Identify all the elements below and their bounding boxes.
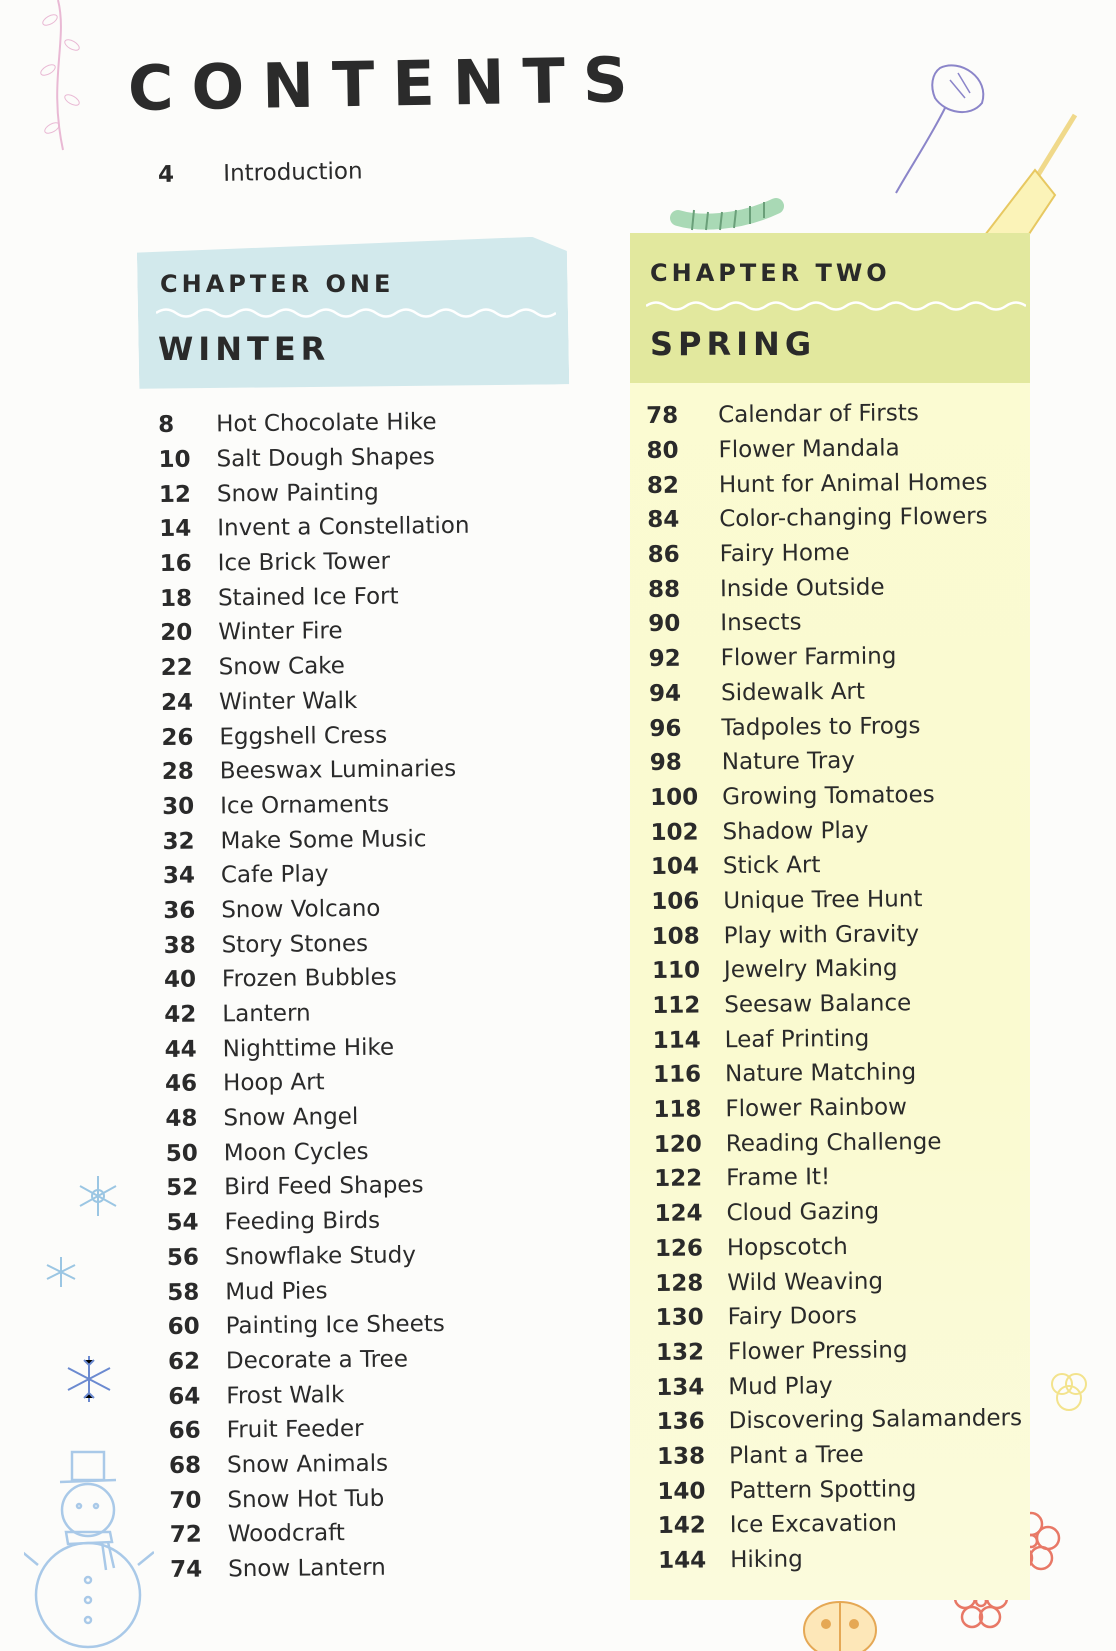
toc-entry[interactable] [658, 1540, 1024, 1579]
toc-page-number: 52 [166, 1175, 199, 1202]
toc-entry-title: Ice Brick Tower [217, 548, 391, 577]
toc-page-number: 138 [656, 1443, 706, 1470]
toc-entry[interactable] [646, 395, 1012, 434]
toc-entry[interactable] [651, 915, 1017, 954]
toc-entry[interactable] [653, 1089, 1019, 1128]
toc-entry[interactable] [170, 1515, 481, 1553]
wave-divider [156, 306, 556, 320]
toc-page-number: 8 [158, 412, 175, 439]
toc-page-number: 50 [165, 1140, 198, 1167]
toc-entry[interactable] [652, 985, 1018, 1024]
toc-entry[interactable] [162, 786, 473, 824]
toc-page-number: 144 [658, 1547, 707, 1574]
toc-page-number: 20 [160, 620, 193, 647]
toc-entry-title: Snow Painting [216, 479, 379, 508]
toc-entry[interactable] [161, 682, 472, 720]
toc-entry[interactable] [647, 465, 1013, 504]
toc-entry-title: Jewelry Making [723, 955, 898, 984]
toc-entry-title: Shadow Play [722, 817, 869, 845]
toc-entry[interactable] [162, 752, 473, 790]
toc-entry[interactable] [166, 1133, 477, 1171]
toc-page-number: 132 [655, 1339, 705, 1366]
toc-entry-title: Nature Tray [721, 748, 856, 776]
toc-page-number: 72 [169, 1521, 202, 1549]
toc-entry-title: Stained Ice Fort [217, 583, 399, 612]
toc-page-number: 22 [160, 654, 193, 682]
toc-entry-title: Cafe Play [220, 861, 329, 889]
toc-entry[interactable] [648, 569, 1014, 608]
toc-entry[interactable] [167, 1307, 478, 1345]
toc-entry[interactable] [655, 1228, 1021, 1267]
toc-page-number: 90 [648, 611, 681, 638]
toc-entry[interactable] [166, 1168, 477, 1206]
toc-entry-title: Flower Pressing [727, 1337, 908, 1366]
toc-entry[interactable] [652, 950, 1018, 989]
toc-entry[interactable] [161, 717, 472, 755]
toc-page-number: 110 [651, 957, 701, 985]
toc-entry-title: Snow Hot Tub [227, 1485, 385, 1513]
toc-entry-title: Eggshell Cress [219, 722, 388, 750]
toc-entry-title: Plant a Tree [728, 1441, 864, 1470]
toc-entry-title: Invent a Constellation [217, 513, 470, 542]
snowflake-icon [44, 1255, 78, 1289]
toc-entry-title: Snow Angel [223, 1104, 359, 1132]
toc-entry[interactable] [649, 673, 1015, 712]
toc-entry-title: Seesaw Balance [724, 990, 912, 1019]
toc-page-number: 62 [167, 1348, 201, 1375]
toc-entry[interactable] [647, 499, 1013, 538]
toc-page-number: 96 [649, 715, 682, 742]
toc-entry[interactable] [159, 509, 470, 547]
toc-entry-title: Painting Ice Sheets [225, 1311, 445, 1340]
toc-entry-title: Snowflake Study [224, 1242, 417, 1271]
toc-entry[interactable] [168, 1376, 479, 1414]
toc-page-number: 32 [162, 828, 195, 855]
toc-entry-title: Fairy Home [719, 539, 850, 568]
toc-entry[interactable] [650, 777, 1016, 816]
caterpillar-icon [668, 188, 788, 236]
toc-page-number: 60 [167, 1313, 200, 1341]
intro-title: Introduction [223, 158, 363, 187]
toc-entry[interactable] [160, 613, 471, 651]
toc-entry[interactable] [649, 707, 1015, 746]
toc-entry[interactable] [656, 1332, 1022, 1371]
toc-entry[interactable] [160, 578, 471, 616]
toc-page-number: 106 [651, 888, 700, 915]
toc-entry-title: Sidewalk Art [720, 678, 866, 707]
intro-entry[interactable] [158, 158, 363, 188]
toc-entry[interactable] [656, 1366, 1022, 1405]
toc-page-number: 10 [158, 446, 191, 474]
toc-entry[interactable] [657, 1436, 1023, 1475]
toc-entry-title: Nighttime Hike [222, 1034, 395, 1063]
toc-entry-title: Stick Art [722, 852, 821, 880]
toc-entry-title: Reading Challenge [725, 1128, 942, 1157]
toc-entry[interactable] [162, 821, 473, 859]
toc-entry-title: Hopscotch [726, 1233, 848, 1262]
toc-entry[interactable] [654, 1158, 1020, 1197]
toc-entry-title: Growing Tomatoes [722, 781, 935, 811]
toc-page-number: 128 [655, 1269, 704, 1297]
toc-entry[interactable] [647, 534, 1013, 573]
toc-page-number: 98 [649, 749, 682, 777]
toc-entry[interactable] [654, 1193, 1020, 1232]
toc-page-number: 104 [650, 853, 700, 881]
toc-page-number: 12 [158, 481, 192, 508]
toc-entry-title: Frozen Bubbles [221, 964, 397, 993]
toc-page-number: 48 [165, 1105, 198, 1133]
toc-entry[interactable] [167, 1237, 478, 1275]
toc-entry[interactable] [164, 960, 475, 998]
toc-page-number: 108 [651, 923, 700, 950]
branch-icon [28, 0, 88, 160]
toc-entry-title: Hiking [730, 1546, 803, 1574]
wave-divider [646, 299, 1026, 313]
toc-entry-title: Pattern Spotting [729, 1475, 917, 1504]
chapter-two-label: CHAPTER TWO [650, 259, 891, 287]
toc-page-number: 118 [653, 1096, 702, 1124]
toc-entry-title: Beeswax Luminaries [219, 756, 457, 785]
toc-entry-title: Salt Dough Shapes [216, 444, 435, 473]
toc-entry-title: Snow Volcano [221, 895, 381, 924]
toc-entry[interactable] [655, 1297, 1021, 1336]
toc-entry-title: Hunt for Animal Homes [718, 469, 988, 498]
toc-page-number: 120 [653, 1131, 702, 1158]
toc-page-number: 64 [168, 1383, 201, 1410]
toc-entry[interactable] [159, 543, 470, 581]
toc-entry-title: Discovering Salamanders [728, 1405, 1023, 1435]
chapter-one-entries [158, 405, 481, 1588]
toc-entry-title: Fruit Feeder [226, 1416, 364, 1444]
toc-entry[interactable] [651, 881, 1017, 920]
toc-entry[interactable] [163, 856, 474, 894]
toc-page-number: 26 [161, 724, 194, 751]
toc-entry-title: Mud Pies [225, 1277, 328, 1305]
chapter-two-entries [646, 395, 1024, 1578]
toc-entry[interactable] [163, 925, 474, 963]
toc-entry-title: Woodcraft [227, 1520, 345, 1548]
toc-page-number: 88 [647, 576, 681, 603]
toc-page-number: 54 [166, 1209, 199, 1237]
toc-entry-title: Inside Outside [719, 574, 885, 603]
toc-page-number: 74 [170, 1556, 203, 1583]
toc-page-number: 78 [646, 403, 679, 430]
toc-page-number: 30 [162, 793, 195, 820]
toc-entry-title: Calendar of Firsts [718, 400, 919, 429]
toc-page-number: 80 [646, 437, 679, 465]
toc-page-number: 28 [161, 758, 194, 786]
toc-page-number: 66 [168, 1417, 201, 1445]
toc-entry-title: Winter Fire [218, 618, 343, 646]
toc-page-number: 24 [160, 689, 194, 716]
toc-entry-title: Bird Feed Shapes [224, 1172, 424, 1201]
toc-entry[interactable] [159, 474, 470, 512]
toc-page-number: 136 [656, 1408, 705, 1436]
toc-entry[interactable] [653, 1020, 1019, 1059]
toc-page-number: 16 [159, 550, 192, 578]
toc-page-number: 56 [166, 1244, 200, 1271]
toc-entry-title: Fairy Doors [727, 1303, 858, 1331]
toc-entry[interactable] [648, 603, 1014, 642]
toc-entry-title: Make Some Music [220, 825, 427, 854]
page-title: CONTENTS [127, 42, 647, 125]
toc-entry[interactable] [165, 1098, 476, 1136]
toc-entry-title: Frame It! [726, 1164, 831, 1192]
toc-entry-title: Lantern [222, 1000, 311, 1028]
toc-page-number: 124 [654, 1200, 703, 1228]
toc-entry-title: Snow Lantern [228, 1554, 386, 1583]
toc-entry-title: Wild Weaving [727, 1268, 884, 1296]
toc-entry[interactable] [169, 1480, 480, 1518]
chapter-one-title: WINTER [158, 330, 331, 368]
toc-page-number: 102 [650, 819, 699, 846]
toc-page-number: 116 [652, 1061, 702, 1089]
toc-entry[interactable] [653, 1054, 1019, 1093]
toc-entry[interactable] [658, 1505, 1024, 1544]
toc-page-number: 36 [163, 897, 196, 924]
snowflake-icon [76, 1174, 120, 1218]
toc-entry-title: Hot Chocolate Hike [216, 409, 437, 438]
toc-page-number: 34 [162, 862, 196, 890]
toc-entry[interactable] [169, 1445, 480, 1483]
toc-entry[interactable] [165, 1029, 476, 1067]
toc-entry[interactable] [166, 1203, 477, 1241]
toc-page-number: 70 [169, 1487, 202, 1514]
toc-entry-title: Flower Farming [720, 643, 897, 672]
toc-entry[interactable] [657, 1401, 1023, 1440]
toc-entry-title: Snow Cake [218, 653, 346, 681]
toc-entry-title: Flower Rainbow [725, 1094, 908, 1123]
toc-entry[interactable] [158, 405, 469, 443]
toc-page-number: 84 [647, 507, 680, 534]
toc-entry[interactable] [158, 439, 469, 477]
toc-entry-title: Ice Ornaments [220, 791, 390, 820]
toc-entry-title: Feeding Birds [224, 1207, 381, 1236]
toc-page-number: 134 [656, 1374, 705, 1401]
intro-page-number: 4 [157, 161, 175, 188]
toc-entry[interactable] [165, 1064, 476, 1102]
toc-page-number: 100 [650, 784, 699, 811]
toc-entry[interactable] [169, 1411, 480, 1449]
toc-entry-title: Nature Matching [724, 1059, 917, 1088]
toc-entry-title: Mud Play [728, 1372, 833, 1400]
toc-entry-title: Decorate a Tree [225, 1346, 409, 1375]
toc-page-number: 112 [652, 992, 701, 1019]
toc-entry-title: Snow Animals [226, 1450, 389, 1479]
toc-page-number: 94 [648, 680, 682, 707]
toc-entry[interactable] [167, 1272, 478, 1310]
toc-page-number: 140 [657, 1478, 706, 1505]
toc-page-number: 68 [168, 1452, 202, 1479]
chapter-one-label: CHAPTER ONE [160, 270, 395, 298]
toc-entry[interactable] [650, 742, 1016, 781]
toc-page-number: 38 [163, 932, 196, 959]
toc-entry[interactable] [657, 1470, 1023, 1509]
snowflake-icon [64, 1354, 114, 1404]
snowman-icon [24, 1450, 154, 1650]
toc-entry-title: Hoop Art [222, 1069, 325, 1097]
toc-page-number: 44 [164, 1036, 197, 1063]
toc-entry-title: Tadpoles to Frogs [721, 712, 921, 741]
toc-page-number: 142 [657, 1512, 706, 1540]
toc-entry-title: Color-changing Flowers [719, 503, 988, 533]
toc-page-number: 58 [167, 1279, 200, 1306]
toc-entry-title: Unique Tree Hunt [723, 886, 923, 915]
toc-entry-title: Leaf Printing [724, 1025, 870, 1053]
toc-entry-title: Story Stones [221, 930, 369, 959]
toc-page-number: 40 [163, 966, 197, 994]
toc-entry-title: Cloud Gazing [726, 1198, 880, 1227]
toc-page-number: 122 [654, 1165, 703, 1193]
toc-page-number: 92 [648, 645, 681, 673]
toc-entry[interactable] [655, 1262, 1021, 1301]
toc-entry[interactable] [649, 638, 1015, 677]
toc-entry-title: Insects [720, 609, 802, 637]
pansy-icon [1044, 1366, 1094, 1416]
toc-entry-title: Moon Cycles [223, 1138, 369, 1167]
toc-entry-title: Frost Walk [226, 1381, 345, 1409]
toc-entry[interactable] [168, 1341, 479, 1379]
toc-entry[interactable] [163, 890, 474, 928]
chapter-two-title: SPRING [650, 325, 817, 363]
toc-entry-title: Winter Walk [218, 687, 358, 716]
toc-entry-title: Ice Excavation [729, 1510, 898, 1539]
toc-entry[interactable] [651, 846, 1017, 885]
toc-page-number: 18 [159, 585, 193, 612]
toc-entry[interactable] [164, 994, 475, 1032]
toc-page-number: 42 [164, 1001, 197, 1028]
toc-entry-title: Flower Mandala [718, 435, 900, 464]
toc-entry[interactable] [161, 648, 472, 686]
toc-entry[interactable] [650, 811, 1016, 850]
toc-page-number: 14 [159, 516, 192, 543]
toc-page-number: 82 [646, 472, 680, 499]
toc-entry[interactable] [646, 430, 1012, 469]
toc-page-number: 86 [647, 541, 680, 569]
toc-entry-title: Play with Gravity [723, 920, 920, 949]
toc-entry[interactable] [654, 1124, 1020, 1163]
toc-page-number: 46 [164, 1071, 198, 1098]
toc-page-number: 114 [652, 1027, 701, 1054]
toc-page-number: 130 [655, 1304, 704, 1332]
toc-entry[interactable] [170, 1549, 481, 1587]
toc-page-number: 126 [654, 1235, 704, 1262]
